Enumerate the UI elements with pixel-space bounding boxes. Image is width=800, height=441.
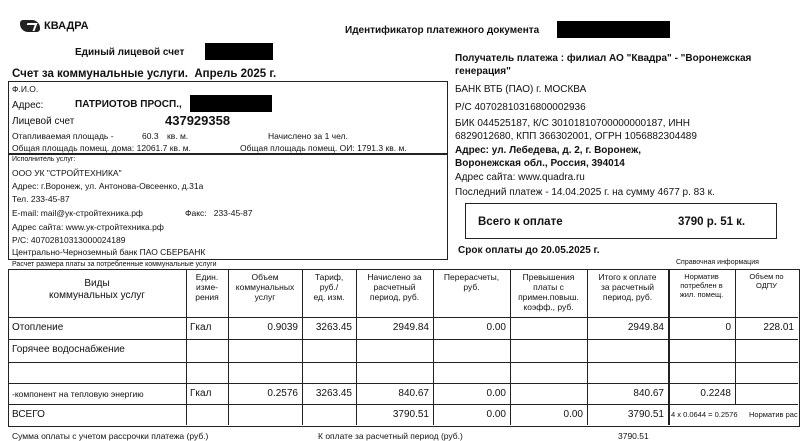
- recipient-title-2: генерация": [455, 66, 511, 77]
- table-cell-recalc: 0.00: [486, 322, 506, 333]
- table-cell-tariff: 3263.45: [315, 388, 352, 399]
- table-cell-norm: 0: [725, 322, 731, 333]
- table-cell-odpu: Норматив рас: [749, 410, 798, 419]
- executor-address: Адрес: г.Воронеж, ул. Антонова-Овсеенко, д.31а: [12, 181, 204, 191]
- table-cell-name: ВСЕГО: [12, 409, 45, 420]
- recipient-bik-1: БИК 044525187, К/С 30101810700000000187, ИНН: [455, 118, 690, 129]
- table-cell-total: 2949.84: [627, 322, 664, 333]
- redacted-account: [205, 43, 273, 60]
- recipient-address-1: Адрес: ул. Лебедева, д. 2, г. Воронеж,: [455, 145, 641, 156]
- table-cell-charged: 2949.84: [392, 322, 429, 333]
- col-header-2: Объем коммунальных услуг: [235, 272, 295, 302]
- address-label: Адрес:: [12, 100, 44, 111]
- total-label: Всего к оплате: [478, 216, 563, 228]
- table-cell-volume: 0.9039: [267, 322, 298, 333]
- redacted-doc-id: [557, 21, 670, 38]
- table-cell-recalc: 0.00: [486, 409, 506, 420]
- table-cell-unit: Гкал: [190, 388, 212, 399]
- table-cell-odpu: 228.01: [763, 322, 794, 333]
- recipient-site[interactable]: Адрес сайта: www.quadra.ru: [455, 172, 585, 183]
- table-cell-excess: 0.00: [563, 409, 583, 420]
- col-header-7: Итого к оплате за расчетный период, руб.: [598, 272, 657, 302]
- table-cell-volume: 0.2576: [267, 388, 298, 399]
- table-cell-total: 840.67: [633, 388, 664, 399]
- table-cell-norm: 4 x 0.0644 = 0.2576: [671, 410, 738, 419]
- table-caption: Расчет размера платы за потребленные коммунальные услуги: [12, 261, 217, 268]
- heated-area: Отапливаемая площадь - 60.3 кв. м.: [12, 131, 189, 141]
- table-cell-name: -компонент на тепловую энергию: [12, 389, 144, 399]
- footer-mid: К оплате за расчетный период (руб.): [318, 431, 463, 441]
- col-header-4: Начислено за расчетный период, руб.: [367, 272, 422, 302]
- payer-account-label: Лицевой счет: [12, 116, 75, 127]
- table-cell-tariff: 3263.45: [315, 322, 352, 333]
- recipient-bank: БАНК ВТБ (ПАО) г. МОСКВА: [455, 84, 587, 95]
- col-header-3: Тариф, руб./ ед. изм.: [313, 272, 345, 302]
- kvadra-logo: [20, 20, 89, 32]
- table-cell-total: 3790.51: [627, 409, 664, 420]
- ref-caption: Справочная информация: [676, 259, 759, 266]
- executor-email[interactable]: E-mail: mail@ук-стройтехника.рф: [12, 208, 143, 218]
- recipient-bik-2: 6829012680, КПП 366302001, ОГРН 1056882304489: [455, 131, 697, 142]
- common-area: Общая площадь помещ. ОИ: 1791.3 кв. м.: [240, 143, 407, 153]
- table-cell-charged: 840.67: [398, 388, 429, 399]
- address-value: ПАТРИОТОВ ПРОСП.,: [75, 99, 182, 110]
- fio-label: Ф.И.О.: [12, 84, 39, 94]
- col-header-6: Превышения платы с примен.повыш. коэфф., руб.: [518, 272, 579, 312]
- recipient-title-1: Получатель платежа : филиал АО "Квадра" - "Воронежская: [455, 53, 752, 64]
- redacted-address: [190, 95, 272, 112]
- col-header-1: Един. изме- рения: [195, 272, 219, 302]
- col-header-5: Перерасчеты, руб.: [443, 272, 500, 292]
- total-area: Общая площадь помещ. дома: 12061.7 кв. м.: [12, 143, 191, 153]
- payer-account-value: 437929358: [165, 113, 231, 128]
- executor-fax: Факс: 233-45-87: [185, 208, 253, 218]
- due-date: Срок оплаты до 20.05.2025 г.: [458, 245, 600, 256]
- table-cell-recalc: 0.00: [486, 388, 506, 399]
- account-label: Единый лицевой счет: [75, 47, 185, 58]
- executor-site[interactable]: Адрес сайта: www.ук-стройтехника.рф: [12, 222, 164, 232]
- footer-left: Сумма оплаты с учетом рассрочки платежа (руб.): [12, 431, 209, 441]
- executor-name: ООО УК "СТРОЙТЕХНИКА": [12, 168, 122, 178]
- footer-value: 3790.51: [618, 431, 649, 441]
- table-cell-unit: Гкал: [190, 322, 212, 333]
- col-header-0: Виды коммунальных услуг: [49, 278, 145, 301]
- kvadra-logo-icon: [20, 20, 40, 32]
- last-payment: Последний платеж - 14.04.2025 г. на сумму 4677 р. 83 к.: [455, 187, 715, 198]
- logo-text: КВАДРА: [44, 20, 89, 32]
- total-amount: 3790 р. 51 к.: [678, 216, 746, 228]
- col-header-9: Объем по ОДПУ: [749, 272, 784, 290]
- executor-phone: Тел. 233-45-87: [12, 194, 70, 204]
- bill-title: Счет за коммунальные услуги. Апрель 2025 г.: [12, 68, 277, 80]
- table-cell-name: Горячее водоснабжение: [12, 344, 125, 355]
- table-cell-name: Отопление: [12, 322, 64, 333]
- recipient-address-2: Воронежская обл., Россия, 394014: [455, 158, 625, 169]
- executor-title: Исполнитель услуг:: [12, 156, 76, 163]
- doc-id-label: Идентификатор платежного документа: [345, 25, 540, 36]
- col-header-8: Норматив потреблен в жил. помещ.: [679, 272, 724, 299]
- executor-rs: Р/С: 40702810313000024189: [12, 235, 126, 245]
- recipient-rs: Р/С 40702810316800002936: [455, 102, 586, 113]
- table-cell-norm: 0.2248: [700, 388, 731, 399]
- executor-bank: Центрально-Черноземный банк ПАО СБЕРБАНК: [12, 247, 206, 257]
- table-cell-charged: 3790.51: [392, 409, 429, 420]
- charged-for: Начислено за 1 чел.: [268, 131, 348, 141]
